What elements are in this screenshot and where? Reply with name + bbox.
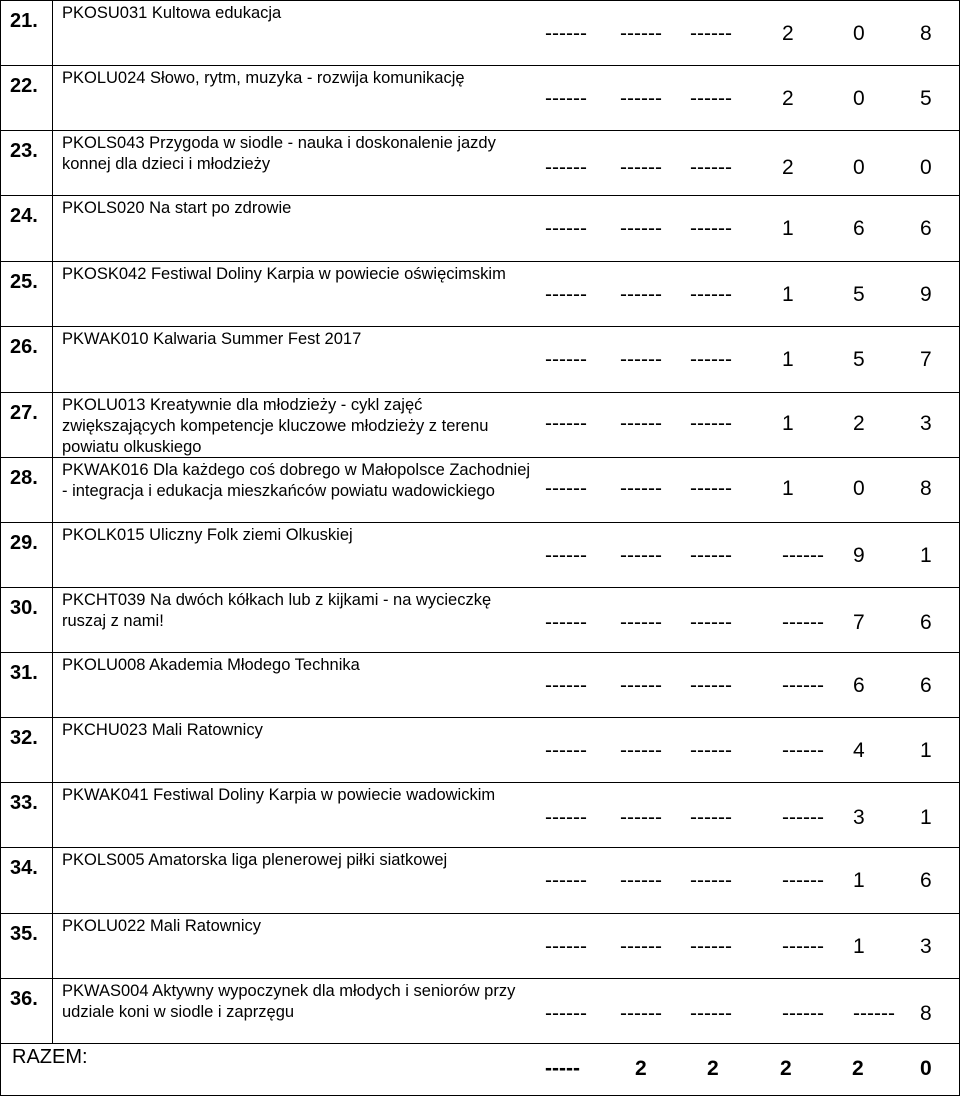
row-title: PKOSU031 Kultowa edukacja	[62, 4, 282, 22]
row-value-3: ------	[690, 22, 732, 45]
row-value-1: ------	[545, 348, 587, 371]
row-title: PKOLU013 Kreatywnie dla młodzieży - cykl zajęć zwiększających kompetencje kluczowe młodzieży z terenu powiatu olkuskiego	[62, 396, 489, 456]
row-value-2: ------	[620, 674, 662, 697]
row-value-4: ------	[782, 674, 824, 697]
row-value-3: ------	[690, 674, 732, 697]
row-value-2: ------	[620, 477, 662, 500]
row-title: PKCHU023 Mali Ratownicy	[62, 721, 263, 739]
row-value-1: ------	[545, 935, 587, 958]
row-number: 25.	[10, 271, 38, 293]
row-value-2: ------	[620, 87, 662, 110]
row-value-1: ------	[545, 739, 587, 762]
row-value-5: 2	[853, 412, 866, 435]
table-row	[0, 978, 960, 1043]
row-value-1: ------	[545, 477, 587, 500]
row-number: 26.	[10, 336, 38, 358]
row-title: PKOLK015 Uliczny Folk ziemi Olkuskiej	[62, 526, 353, 544]
table-row	[0, 457, 960, 522]
table-row	[0, 261, 960, 326]
row-value-6: 6	[920, 217, 933, 240]
row-value-1: ------	[545, 1002, 587, 1025]
row-value-3: ------	[690, 412, 732, 435]
row-number: 36.	[10, 988, 38, 1010]
row-value-6: 3	[920, 935, 933, 958]
row-number: 21.	[10, 10, 38, 32]
row-value-3: ------	[690, 156, 732, 179]
row-value-1: ------	[545, 156, 587, 179]
table-row	[0, 782, 960, 847]
total-value-5: 2	[852, 1057, 864, 1080]
table-row	[0, 195, 960, 260]
row-title: PKCHT039 Na dwóch kółkach lub z kijkami - na wycieczkę ruszaj z nami!	[62, 591, 492, 630]
table-row	[0, 847, 960, 912]
row-value-3: ------	[690, 217, 732, 240]
row-value-2: ------	[620, 217, 662, 240]
row-value-6: 8	[920, 477, 933, 500]
row-value-2: ------	[620, 935, 662, 958]
row-title: PKOLU008 Akademia Młodego Technika	[62, 656, 360, 674]
table-row	[0, 587, 960, 652]
row-value-6: 8	[920, 1002, 933, 1025]
row-divider	[0, 913, 960, 914]
row-divider	[0, 522, 960, 523]
row-value-3: ------	[690, 283, 732, 306]
row-value-4: ------	[782, 1002, 824, 1025]
row-value-2: ------	[620, 348, 662, 371]
row-value-4: ------	[782, 611, 824, 634]
table-border	[0, 0, 1, 1096]
row-value-5: 0	[853, 477, 866, 500]
row-value-5: 5	[853, 283, 866, 306]
row-value-6: 3	[920, 412, 933, 435]
row-value-3: ------	[690, 869, 732, 892]
row-value-2: ------	[620, 611, 662, 634]
row-value-4: 2	[782, 87, 795, 110]
row-value-6: 1	[920, 739, 933, 762]
table-row	[0, 65, 960, 130]
row-value-5: 9	[853, 544, 866, 567]
row-number: 24.	[10, 205, 38, 227]
row-value-5: 3	[853, 806, 866, 829]
row-value-6: 9	[920, 283, 933, 306]
row-value-4: 1	[782, 217, 795, 240]
row-number: 31.	[10, 662, 38, 684]
row-number: 30.	[10, 597, 38, 619]
row-value-5: 0	[853, 87, 866, 110]
row-number: 29.	[10, 532, 38, 554]
row-divider	[0, 587, 960, 588]
row-value-4: ------	[782, 806, 824, 829]
row-divider	[0, 457, 960, 458]
table-row	[0, 0, 960, 65]
row-value-5: 1	[853, 869, 866, 892]
row-value-1: ------	[545, 87, 587, 110]
row-number: 33.	[10, 792, 38, 814]
row-divider	[0, 261, 960, 262]
row-value-6: 8	[920, 22, 933, 45]
row-value-1: ------	[545, 544, 587, 567]
row-value-6: 1	[920, 806, 933, 829]
row-value-4: ------	[782, 935, 824, 958]
row-value-6: 1	[920, 544, 933, 567]
row-value-5: 0	[853, 156, 866, 179]
row-value-2: ------	[620, 806, 662, 829]
row-value-6: 6	[920, 674, 933, 697]
table-row	[0, 326, 960, 391]
row-value-5: ------	[853, 1002, 895, 1025]
row-divider	[0, 1043, 960, 1044]
row-value-5: 6	[853, 217, 866, 240]
row-value-4: 2	[782, 156, 795, 179]
row-value-2: ------	[620, 412, 662, 435]
row-divider	[0, 392, 960, 393]
column-divider	[52, 0, 53, 1043]
total-value-6: 0	[920, 1057, 932, 1080]
row-value-5: 6	[853, 674, 866, 697]
table-row	[0, 130, 960, 195]
row-value-4: 1	[782, 477, 795, 500]
table-row	[0, 913, 960, 978]
table-row	[0, 392, 960, 457]
row-title: PKOLS020 Na start po zdrowie	[62, 199, 292, 217]
row-number: 22.	[10, 75, 38, 97]
row-divider	[0, 717, 960, 718]
total-value-3: 2	[707, 1057, 719, 1080]
row-divider	[0, 130, 960, 131]
row-number: 32.	[10, 727, 38, 749]
row-number: 28.	[10, 467, 38, 489]
row-value-3: ------	[690, 739, 732, 762]
row-value-3: ------	[690, 348, 732, 371]
row-value-4: ------	[782, 869, 824, 892]
row-divider	[0, 65, 960, 66]
row-title: PKOSK042 Festiwal Doliny Karpia w powiecie oświęcimskim	[62, 265, 506, 283]
total-value-4: 2	[780, 1057, 792, 1080]
total-value-1: -----	[545, 1057, 580, 1080]
row-value-2: ------	[620, 22, 662, 45]
row-value-2: ------	[620, 156, 662, 179]
row-value-5: 4	[853, 739, 866, 762]
row-value-1: ------	[545, 217, 587, 240]
row-title: PKOLU024 Słowo, rytm, muzyka - rozwija komunikację	[62, 69, 465, 87]
row-value-3: ------	[690, 477, 732, 500]
row-divider	[0, 652, 960, 653]
row-title: PKOLU022 Mali Ratownicy	[62, 917, 261, 935]
row-value-1: ------	[545, 674, 587, 697]
row-title: PKWAK016 Dla każdego coś dobrego w Małopolsce Zachodniej - integracja i edukacja mieszkańców powiatu wadowickiego	[62, 461, 531, 500]
row-title: PKOLS005 Amatorska liga plenerowej piłki siatkowej	[62, 851, 448, 869]
total-value-2: 2	[635, 1057, 647, 1080]
row-value-2: ------	[620, 739, 662, 762]
row-value-3: ------	[690, 544, 732, 567]
row-value-6: 5	[920, 87, 933, 110]
row-number: 23.	[10, 140, 38, 162]
row-value-1: ------	[545, 412, 587, 435]
row-number: 27.	[10, 402, 38, 424]
row-divider	[0, 782, 960, 783]
row-title: PKWAK010 Kalwaria Summer Fest 2017	[62, 330, 362, 348]
row-title: PKWAK041 Festiwal Doliny Karpia w powiecie wadowickim	[62, 786, 496, 804]
row-value-1: ------	[545, 869, 587, 892]
row-value-2: ------	[620, 283, 662, 306]
row-value-1: ------	[545, 611, 587, 634]
row-value-5: 7	[853, 611, 866, 634]
row-title: PKOLS043 Przygoda w siodle - nauka i doskonalenie jazdy konnej dla dzieci i młodzieży	[62, 134, 496, 173]
row-value-4: 2	[782, 22, 795, 45]
row-divider	[0, 0, 960, 1]
row-divider	[0, 326, 960, 327]
row-value-4: 1	[782, 348, 795, 371]
total-label: RAZEM:	[12, 1046, 88, 1068]
row-value-4: ------	[782, 739, 824, 762]
row-divider	[0, 195, 960, 196]
row-divider	[0, 847, 960, 848]
table-row	[0, 652, 960, 717]
row-value-4: ------	[782, 544, 824, 567]
row-value-4: 1	[782, 283, 795, 306]
row-value-1: ------	[545, 283, 587, 306]
table-row	[0, 522, 960, 587]
row-value-6: 7	[920, 348, 933, 371]
row-value-1: ------	[545, 22, 587, 45]
row-value-6: 0	[920, 156, 933, 179]
row-value-5: 5	[853, 348, 866, 371]
row-number: 35.	[10, 923, 38, 945]
row-value-3: ------	[690, 935, 732, 958]
row-value-3: ------	[690, 1002, 732, 1025]
row-value-5: 0	[853, 22, 866, 45]
row-value-3: ------	[690, 806, 732, 829]
row-title: PKWAS004 Aktywny wypoczynek dla młodych i seniorów przy udziale koni w siodle i zaprzęgu	[62, 982, 516, 1021]
table-row	[0, 717, 960, 782]
row-value-5: 1	[853, 935, 866, 958]
row-value-2: ------	[620, 869, 662, 892]
row-value-4: 1	[782, 412, 795, 435]
row-value-3: ------	[690, 87, 732, 110]
row-value-1: ------	[545, 806, 587, 829]
row-value-2: ------	[620, 544, 662, 567]
row-value-6: 6	[920, 869, 933, 892]
row-divider	[0, 978, 960, 979]
row-number: 34.	[10, 857, 38, 879]
row-value-6: 6	[920, 611, 933, 634]
row-value-3: ------	[690, 611, 732, 634]
row-value-2: ------	[620, 1002, 662, 1025]
